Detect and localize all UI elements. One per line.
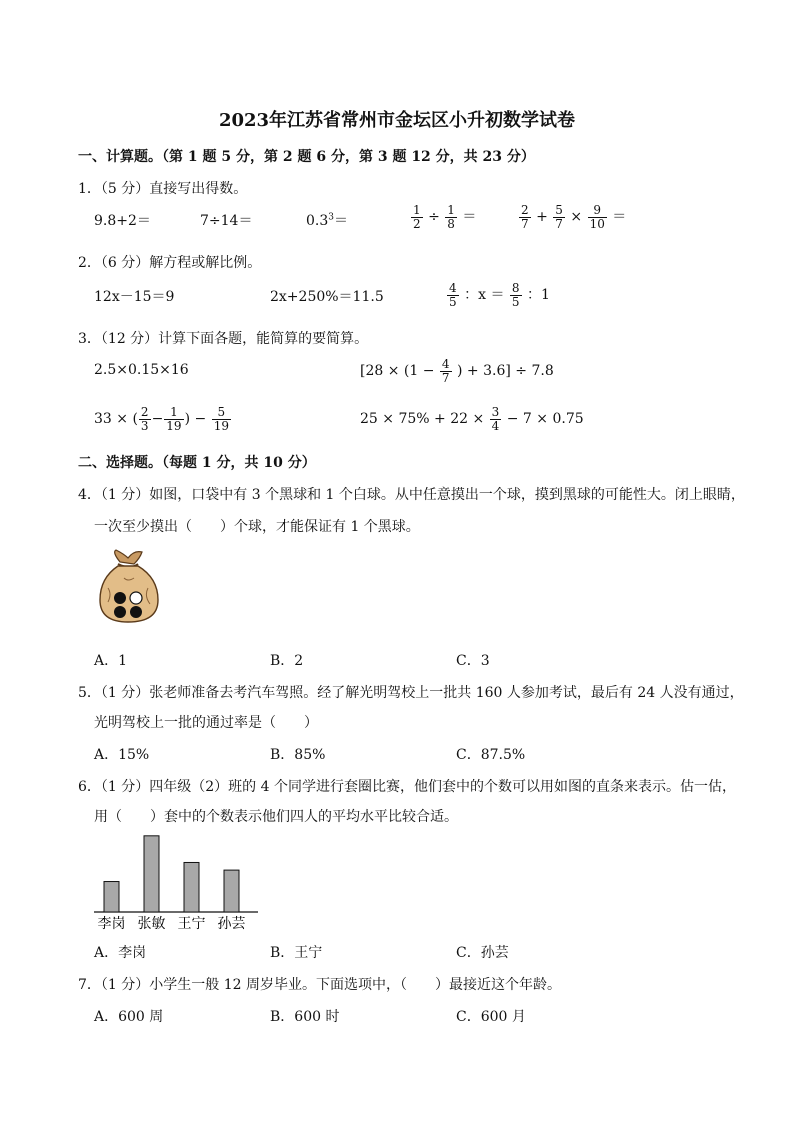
q2-stem: 2．（6 分）解方程或解比例。 (78, 255, 262, 271)
q2-item-b: 2x+250%＝11.5 (270, 289, 384, 305)
q3-item-b: [28 × (1 − $\frac{4}{7}$ ) + 3.6] ÷ 7.8 (360, 357, 554, 385)
q7-option-a[interactable]: A．600 周 (94, 1009, 164, 1025)
q4-line-2: 一次至少摸出（ ）个球，才能保证有 1 个黑球。 (94, 519, 420, 535)
ball-bag-illustration (94, 548, 164, 626)
black-ball (130, 606, 142, 618)
q5-line-1: 5．（1 分）张老师准备去考汽车驾照。经了解光明驾校上一批共 160 人参加考试，最后有 24 人没有通过， (78, 685, 744, 701)
q3-stem: 3．（12 分）计算下面各题，能简算的要简算。 (78, 331, 369, 347)
q3-item-d: 25 × 75% + 22 × $\frac{3}{4}$ − 7 × 0.75 (360, 405, 584, 433)
q7-option-b[interactable]: B．600 时 (270, 1009, 340, 1025)
q6-line-2: 用（ ）套中的个数表示他们四人的平均水平比较合适。 (94, 809, 458, 825)
q5-option-b[interactable]: B．85% (270, 747, 326, 763)
q1-item-a: 9.8+2＝ (94, 213, 151, 229)
bar-label-3: 孙芸 (217, 916, 246, 932)
q1-item-b: 7÷14＝ (200, 213, 253, 229)
ring-toss-bar-chart (90, 826, 262, 936)
bar-0 (104, 882, 119, 912)
q4-option-b[interactable]: B．2 (270, 653, 304, 669)
bar-2 (184, 862, 199, 912)
q4-option-c[interactable]: C．3 (456, 653, 490, 669)
black-ball (114, 606, 126, 618)
bar-label-1: 张敏 (137, 916, 166, 932)
bar-1 (144, 836, 159, 912)
q3-item-c: 33 × ( $\frac{2}{3}$ − $\frac{1}{19}$ ) − $\frac{5}{19}$ (94, 405, 229, 433)
bar-label-2: 王宁 (177, 916, 206, 932)
black-ball (114, 592, 126, 604)
q6-line-1: 6．（1 分）四年级（2）班的 4 个同学进行套圈比赛，他们套中的个数可以用如图的直条来表示。估一估， (78, 779, 736, 795)
q1-item-d: $\frac{1}{2}$ ÷ $\frac{1}{8}$ ＝ (413, 203, 477, 231)
bar-3 (224, 870, 239, 912)
q7-option-c[interactable]: C．600 月 (456, 1009, 526, 1025)
white-ball (130, 592, 142, 604)
q5-option-a[interactable]: A．15% (94, 747, 150, 763)
q2-item-a: 12x－15＝9 (94, 289, 175, 305)
q5-option-c[interactable]: C．87.5% (456, 747, 526, 763)
q1-stem: 1．（5 分）直接写出得数。 (78, 181, 248, 197)
q4-line-1: 4．（1 分）如图，口袋中有 3 个黑球和 1 个白球。从中任意摸出一个球，摸到黑球的可能性大。闭上眼睛， (78, 487, 745, 503)
q4-option-a[interactable]: A．1 (94, 653, 128, 669)
page-title: 2023年江苏省常州市金坛区小升初数学试卷 (218, 110, 576, 131)
q7-line-1: 7．（1 分）小学生一般 12 周岁毕业。下面选项中，（ ）最接近这个年龄。 (78, 977, 561, 993)
q3-item-a: 2.5×0.15×16 (94, 362, 189, 378)
q2-item-c: $\frac{4}{5}$ ：x ＝ $\frac{8}{5}$ ：1 (449, 281, 550, 309)
q6-option-b[interactable]: B．王宁 (270, 945, 323, 961)
section-1-heading: 一、计算题。（第 1 题 5 分，第 2 题 6 分，第 3 题 12 分，共 23 分） (78, 149, 535, 165)
q6-option-c[interactable]: C．孙芸 (456, 945, 509, 961)
q1-item-c: $0.3^3=$ (306, 212, 348, 229)
bar-label-0: 李岗 (97, 916, 126, 932)
q6-option-a[interactable]: A．李岗 (94, 945, 147, 961)
q5-line-2: 光明驾校上一批的通过率是（ ） (94, 715, 318, 731)
section-2-heading: 二、选择题。（每题 1 分，共 10 分） (78, 455, 316, 471)
q1-item-e: $\frac{2}{7}$ + $\frac{5}{7}$ × $\frac{9}{10}$ ＝ (521, 203, 627, 231)
